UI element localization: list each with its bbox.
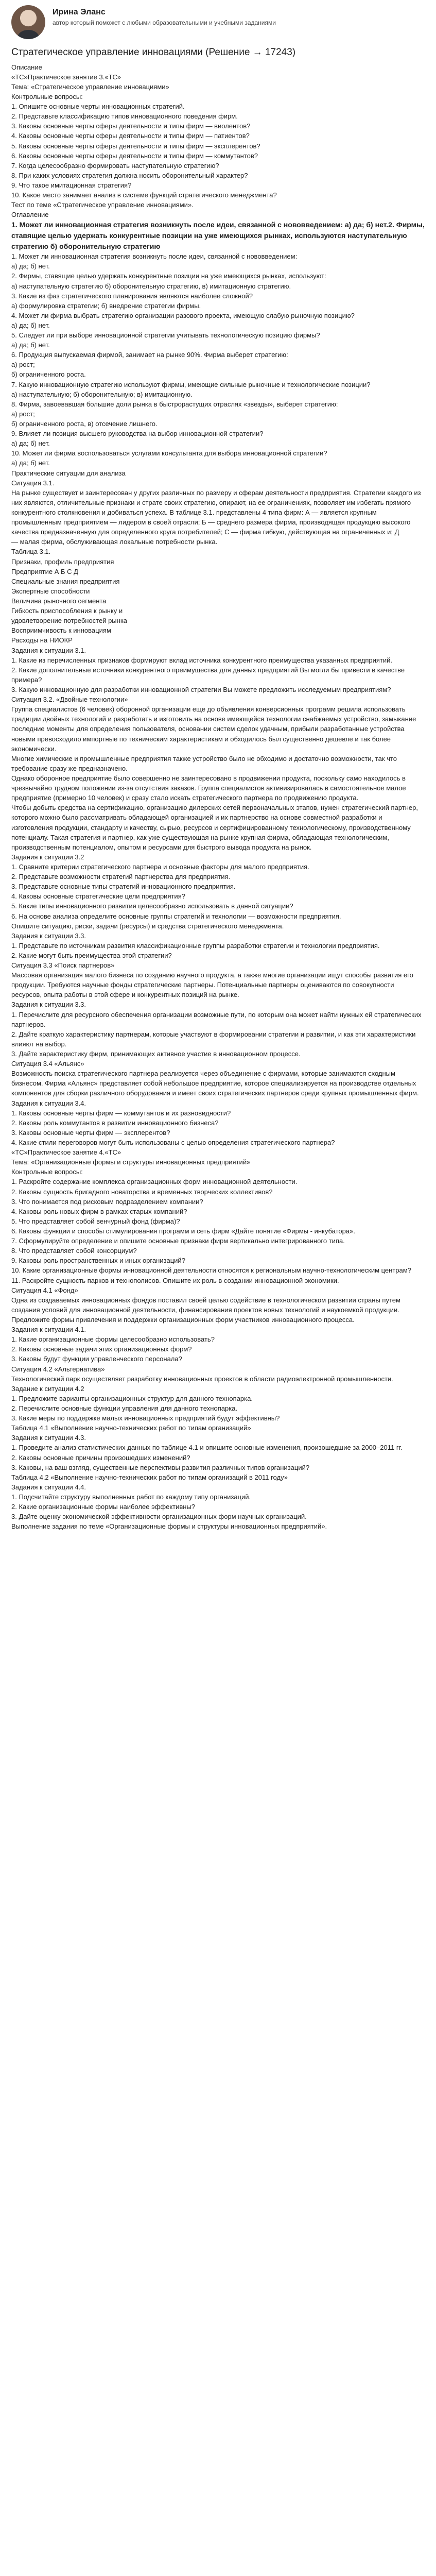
text-line: 6. Каковы основные черты сферы деятельности и типы фирм — коммутантов? [11,151,258,160]
text-line: 1. Опишите основные черты инновационных стратегий. [11,103,185,111]
text-line: Специальные знания предприятия [11,577,120,585]
text-line: а) формулировка стратегии; б) внедрение стратегии фирмы. [11,301,201,310]
text-line: Многие химические и промышленные предприятия также устройство было не обходимо и достаточно возможности, так что требование сразу же предназначено. [11,754,397,772]
text-line: 5. Какие типы инновационного развития целесообразно использовать в данной ситуации? [11,902,293,910]
text-line: 2. Представьте возможности стратегий партнерства для предприятия. [11,873,231,881]
text-line: 9. Влияет ли позиция высшего руководства на выбор инновационной стратегии? [11,430,264,438]
text-line: Чтобы добыть средства на сертификацию, организацию дилерских сетей первоначальных этапов, нужен стратегический партнер, которого можно было рассматривать обладающей организацией и их партнерство на основе совместной разработки и изготовления продукции, стандарту и качеству, сырью, ресурсов и сертифицированному технологическому, производственному потенциалу. Такая стратегия и партнер, как уже существующая на рынке крупная фирма, обладающая технологическим, производственным потенциалом, опытом и ресурсами для быстрого вывода продукта на рынок. [11,804,418,851]
text-line: Задания к ситуации 3.1. [11,646,86,654]
text-line: а) наступательную; б) оборонительную; в) имитационную. [11,390,193,398]
text-line: 8. Что представляет собой консорциум? [11,1247,137,1255]
text-line: 1. Предложите варианты организационных структур для данного технопарка. [11,1394,253,1402]
document-body [11,62,425,1532]
text-line: 1. Может ли инновационная стратегия возникнуть после идеи, связанной с нововведением: а) да; б) нет.2. Фирмы, ставящие целью удержать конкурентные позиции на уже имеющихся рынках, используются наступательную стратегию б) оборонительную стратегию [11,221,425,250]
text-line: 1. Какие из перечисленных признаков формируют вклад источника конкурентного преимущества указанных предприятий. [11,656,393,664]
text-line: 3. Дайте оценку экономической эффективности организационных форм научных организаций. [11,1513,307,1521]
text-line: 4. Может ли фирма выбрать стратегию организации разового проекта, имеющую слабую рыночную позицию? [11,311,355,319]
text-line: Оглавление [11,211,49,219]
text-line: 3. Какую инновационную для разработки инновационной стратегии Вы можете предложить исследуемым предприятиям? [11,685,391,693]
text-line: 9. Каковы роль пространственных и иных организаций? [11,1257,185,1265]
text-line: 2. Каковы роль коммутантов в развитии инновационного бизнеса? [11,1118,219,1127]
text-line: а) наступательную стратегию б) оборонительную стратегию, в) имитационную стратегию. [11,282,291,290]
text-line: Описание [11,63,42,71]
text-line: 3. Что понимается под рисковым подразделением компании? [11,1197,203,1206]
author-avatar[interactable] [11,5,45,39]
author-block [11,5,425,39]
text-line: 2. Дайте краткую характеристику партнерам, которые участвуют в формировании стратегии и развитии, и как эти характеристики влияют на выбор. [11,1030,416,1048]
text-line: Задания к ситуации 4.4. [11,1483,86,1491]
text-line: 2. Представьте классификацию типов инновационного поведения фирм. [11,112,238,121]
text-line: Практические ситуации для анализа [11,469,126,477]
text-line: 1. Какие организационные формы целесообразно использовать? [11,1335,215,1344]
text-line: Тема: «Организационные формы и структуры инновационных предприятий» [11,1158,251,1166]
text-line: Однако оборонное предприятие было совершенно не заинтересовано в продвижении продукта, поскольку само находилось в чрезвычайно трудном положении из-за отсутствия заказов. Группа специалистов активизировалась в самостоятельное малое предприятие (примерно 10 человек) и сразу стало искать стратегического партнера по продвижению продукта. [11,774,406,802]
text-line: а) да; б) нет. [11,439,50,448]
text-line: 2. Каковы основные задачи этих организационных форм? [11,1345,192,1353]
text-line: Задания к ситуации 4.3. [11,1434,86,1442]
text-line: 6. На основе анализа определите основные группы стратегий и технологии — возможности предприятия. [11,912,341,920]
text-line: 3. Каковы основные черты сферы деятельности и типы фирм — виолентов? [11,122,251,130]
text-line: 3. Каковы будут функции управленческого персонала? [11,1355,182,1363]
text-line: 1. Раскройте содержание комплекса организационных форм инновационной деятельности. [11,1178,298,1186]
text-line: 10. Какие организационные формы инновационной деятельности относятся к региональным научно-технологическим центрам? [11,1266,411,1275]
text-line: 3. Каковы, на ваш взгляд, существенные перспективы развития различных типов организаций? [11,1463,310,1471]
text-line: Восприимчивость к инновациям [11,626,111,635]
text-line: Задания к ситуации 3.4. [11,1099,86,1107]
text-line: Признаки, профиль предприятия [11,557,114,566]
text-line: Задания к ситуации 3.3. [11,931,86,940]
text-line: 2. Перечислите основные функции управления для данного технопарка. [11,1404,238,1412]
text-line: б) ограниченного роста. [11,370,86,379]
text-line: 8. Фирма, завоевавшая большие доли рынка в быстрорастущих отраслях «звезды», выберет стратегию: [11,400,338,408]
text-line: 7. Сформулируйте определение и опишите основные признаки фирм вертикально интегрированного типа. [11,1237,345,1245]
text-line: Задания к ситуации 3.2 [11,853,84,861]
text-line: б) ограниченного роста, в) отсечение лишнего. [11,420,158,428]
text-line: 9. Что такое имитационная стратегия? [11,181,132,189]
text-line: Расходы на НИОКР [11,636,73,645]
text-line: 3. Какие из фаз стратегического планирования являются наиболее сложной? [11,292,253,300]
text-line: Возможность поиска стратегического партнера реализуется через объединение с фирмами, которые занимаются сходным бизнесом. Фирма «Альянс» представляет собой небольшое предприятие, которое специализируется на производстве отдельных компонентов для сборки различного оборудования и имеет своих стратегических партнеров среди крупных промышленных фирм. [11,1070,419,1097]
text-line: 4. Каковы основные стратегические цели предприятия? [11,892,185,901]
text-line: 2. Какие могут быть преимущества этой стратегии? [11,951,172,959]
text-line: 5. Следует ли при выборе инновационной стратегии учитывать технологическую позицию фирмы? [11,331,320,340]
text-line: 1. Может ли инновационная стратегия возникнуть после идеи, связанной с нововведением: [11,252,298,261]
text-line: Гибкость приспособления к рынку и [11,607,123,615]
text-line: Таблица 3.1. [11,548,51,556]
text-line: 1. Представьте по источникам развития классификационные группы разработки стратегии и технологии предприятия. [11,941,380,950]
text-line: а) рост; [11,410,35,418]
text-line: Опишите ситуацию, риски, задачи (ресурсы) и средства стратегического менеджмента. [11,922,284,930]
text-line: Одна из создаваемых инновационных фондов поставил своей целью содействие в технологическом развитии страны путем создания условий для инновационной деятельности, финансирования проектов новых технологий и наукоемкой продукции. Предложите формы привлечения и поддержки организационных форм участников инновационного процесса. [11,1296,400,1324]
text-line: 4. Какие стили переговоров могут быть использованы с целью определения стратегического партнера? [11,1139,335,1147]
text-line: 1. Сравните критерии стратегического партнера и основные факторы для малого предприятия. [11,862,309,871]
text-line: Тема: «Стратегическое управление инновациями» [11,82,169,91]
text-line: Ситуация 3.1. [11,479,55,487]
text-line: 2. Какие дополнительные источники конкурентного преимущества для данных предприятий Вы могли бы привести в качестве примера? [11,666,405,684]
text-line: а) да; б) нет. [11,262,50,270]
text-line: Величина рыночного сегмента [11,597,107,605]
text-line: — малая фирма, обслуживающая локальные потребности рынка. [11,538,218,546]
text-line: 5. Что представляет собой венчурный фонд (фирма)? [11,1217,180,1225]
text-line: Ситуация 3.3 «Поиск партнеров» [11,961,115,970]
text-line: 11. Раскройте сущность парков и технополисов. Опишите их роль в создании инновационной экономики. [11,1276,339,1284]
document-title: Стратегическое управление инновациями (Решение → 17243) [11,47,296,58]
text-line: «ТС»Практическое занятие 3.«ТС» [11,73,121,81]
text-line: 3. Дайте характеристику фирм, принимающих активное участие в инновационном процессе. [11,1050,301,1058]
text-line: а) да; б) нет. [11,341,50,349]
text-line: Задания к ситуации 4.1. [11,1326,86,1334]
text-line: Предприятие А Б С Д [11,567,78,575]
text-line: 10. Какое место занимает анализ в системе функций стратегического менеджмента? [11,191,277,199]
author-name[interactable]: Ирина Эланс [53,8,106,16]
text-line: 1. Каковы основные черты фирм — коммутантов и их разновидности? [11,1109,231,1117]
text-line: а) да; б) нет. [11,321,50,329]
text-line: 1. Перечислите для ресурсного обеспечения организации возможные пути, по которым она может найти нужных ей стратегических партнеров. [11,1010,422,1028]
text-line: 7. Какую инновационную стратегию используют фирмы, имеющие сильные рыночные и технологические позиции? [11,380,371,388]
text-line: Массовая организация малого бизнеса по созданию научного продукта, а также многие организации ищут способы развития его продукции. Требуются научные фонды стратегические партнеры. Потенциальные партнеры оцениваются по совокупности ресурсов, опыта работы в этой сфере и конкурентных позиций на рынке. [11,971,413,999]
text-line: Экспертные способности [11,587,90,595]
text-line: Технологический парк осуществляет разработку инновационных проектов в области радиоэлектронной промышленности. [11,1375,393,1383]
text-line: Задание к ситуации 4.2 [11,1384,84,1393]
text-line: 5. Каковы основные черты сферы деятельности и типы фирм — эксплерентов? [11,142,260,150]
text-line: 10. Может ли фирма воспользоваться услугами консультанта для выбора инновационной стратегии? [11,449,327,457]
text-line: Ситуация 3.4 «Альянс» [11,1060,84,1068]
text-line: Контрольные вопросы: [11,1168,83,1176]
text-line: 1. Подсчитайте структуру выполненных работ по каждому типу организаций. [11,1493,251,1501]
text-line: Выполнение задания по теме «Организационные формы и структуры инновационных предприятий». [11,1522,327,1531]
text-line: Ситуация 3.2. «Двойные технологии» [11,696,128,704]
text-line: Ситуация 4.2 «Альтернатива» [11,1365,105,1373]
text-line: 2. Каковы основные причины произошедших изменений? [11,1453,190,1462]
text-line: Таблица 4.1 «Выполнение научно-технических работ по типам организаций» [11,1424,251,1432]
author-info [53,5,276,27]
text-line: Тест по теме «Стратегическое управление инновациями». [11,201,194,209]
text-line: Группа специалистов (6 человек) оборонной организации еще до объявления конверсионных программ решила использовать традиции двойных технологий и разработать и изготовить на основе имеющейся технологии снабжаемых устройство, замыкание последние моменты для определения пользователя, основании систем сделок удачным, прибыли разработанные устройства новыми превосходило импортные по техническим характеристикам и обходилось был существенно дешевле и так более экономически. [11,705,416,753]
text-line: 8. При каких условиях стратегия должна носить оборонительный характер? [11,171,248,179]
text-line: 4. Каковы роль новых фирм в рамках старых компаний? [11,1207,187,1215]
text-line: 2. Каковы сущность бригадного новаторства и временных творческих коллективов? [11,1188,273,1196]
text-line: 7. Когда целесообразно формировать наступательную стратегию? [11,161,219,170]
text-line: удовлетворение потребностей рынка [11,617,128,625]
text-line: 3. Представьте основные типы стратегий инновационного предприятия. [11,883,236,891]
text-line: Контрольные вопросы: [11,93,83,101]
text-line: а) рост; [11,361,35,369]
author-description: автор который поможет с любыми образовательными и учебными заданиями [53,19,276,26]
text-line: 1. Проведите анализ статистических данных по таблице 4.1 и опишите основные изменения, произошедшие за 2000–2011 гг. [11,1444,403,1452]
text-line: 3. Какие меры по поддержке малых инновационных предприятий будут эффективны? [11,1414,280,1422]
text-line: На рынке существует и заинтересован у других различных по размеру и сферам деятельности предприятия. Стратегии каждого из них являются, отличительные признаки и страте своих стратегию, опирают, на ее ограничениях, позволяет им избегать прямого конкурентного столкновения и добиваться успеха. В таблице 3.1. представлены 4 типа фирм: А — является крупным промышленным предприятием — лидером в своей отрасли; Б — среднего размера фирма, производящая продукцию высокого качества предназначенную для определенного круга потребителей; С — фирма гибкую, действующая на ограниченных и; Д [11,488,421,536]
text-line: 3. Каковы основные черты фирм — эксплерентов? [11,1128,170,1137]
text-line: 2. Какие организационные формы наиболее эффективны? [11,1503,196,1511]
text-line: а) да; б) нет. [11,459,50,467]
text-line: 6. Продукция выпускаемая фирмой, занимает на рынке 90%. Фирма выберет стратегию: [11,351,288,359]
text-line: Ситуация 4.1 «Фонд» [11,1286,78,1294]
text-line: 4. Каковы основные черты сферы деятельности и типы фирм — патиентов? [11,132,250,140]
text-line: 6. Каковы функции и способы стимулирования программ и сеть фирм «Дайте понятие «Фирмы - инкубатора». [11,1227,355,1235]
text-line: 2. Фирмы, ставящие целью удержать конкурентные позиции на уже имеющихся рынках, используют: [11,272,326,280]
text-line: Задания к ситуации 3.3. [11,1001,86,1009]
text-line: «ТС»Практическое занятие 4.«ТС» [11,1148,121,1157]
text-line: Таблица 4.2 «Выполнение научно-технических работ по типам организаций в 2011 году» [11,1473,288,1481]
